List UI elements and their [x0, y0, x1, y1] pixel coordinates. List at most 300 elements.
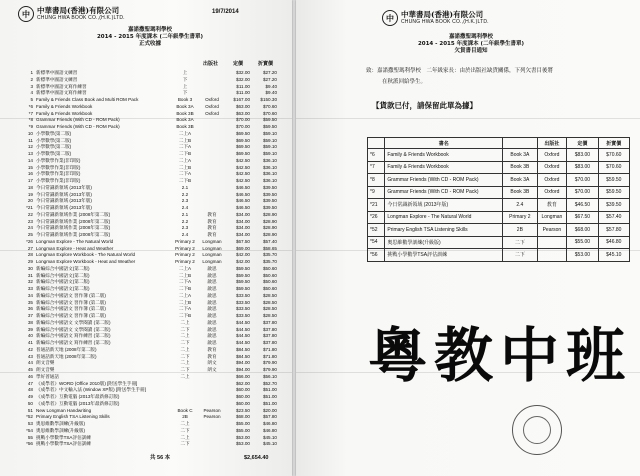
logo-text-en-right: CHUNG HWA BOOK CO.,(H.K.)LTD. [401, 19, 489, 25]
item-publisher: 教育 [207, 218, 217, 224]
item-price: $46.50 [235, 191, 250, 197]
item-title: Grammar Friends (With CD - ROM Pack) [36, 124, 120, 129]
item-number: *54 [368, 236, 385, 249]
item-discount-price: $59.50 [598, 186, 629, 199]
item-price: $34.00 [235, 225, 250, 231]
item-number: 34 [27, 292, 33, 298]
item-title: 新編綜合中國語文 習作簿 (第二版) [36, 299, 106, 305]
item-title: 新標準中國語文練習 [36, 76, 78, 82]
item-publisher [537, 236, 567, 249]
item-number: 44 [27, 360, 33, 366]
backorder-table [367, 137, 630, 262]
item-publisher: 啟思 [207, 286, 217, 291]
item-book: 二上 [180, 434, 190, 440]
item-publisher: 朗文 [207, 360, 217, 366]
item-title: 朗文音樂 [36, 367, 55, 372]
item-price: $69.50 [235, 130, 250, 136]
item-discount-price: $28.50 [262, 313, 277, 318]
item-discount-price: $28.50 [262, 299, 277, 305]
item-book: 二下 [503, 236, 537, 249]
item-discount-price: $45.10 [598, 249, 629, 262]
item-number: 37 [27, 313, 33, 318]
item-price: $33.50 [235, 313, 250, 318]
item-price: $69.50 [235, 137, 250, 143]
item-discount-price: $52.70 [262, 380, 277, 386]
item-publisher: Longman [202, 238, 222, 244]
item-book: 上 [182, 70, 188, 75]
item-discount-price: $36.10 [262, 164, 277, 170]
item-book: 2.1 [181, 211, 189, 217]
item-book: Primary 2 [175, 252, 195, 258]
header-title: 書名 [385, 138, 503, 149]
item-title: 新編綜合中國語文 文學閱讀 (第二版) [36, 326, 111, 332]
item-title: 新編綜合中國語文 習作簿 (第二版) [36, 313, 106, 318]
item-title: 新編綜合中國語文 文學閱讀 (第二版) [36, 319, 111, 325]
item-book: 二下 [180, 427, 190, 433]
item-discount-price: $59.50 [262, 117, 277, 123]
item-publisher: 啟思 [207, 313, 217, 318]
item-book: 二下B [178, 313, 192, 318]
item-discount-price: $57.40 [262, 238, 277, 244]
item-price: $53.00 [567, 249, 598, 262]
item-number: *21 [368, 199, 385, 212]
item-publisher: 教育 [207, 346, 217, 352]
item-publisher: 啟思 [207, 272, 217, 278]
header-book [503, 138, 537, 149]
item-book: 2.2 [181, 218, 189, 224]
table-row [368, 199, 630, 212]
item-price: $84.50 [235, 346, 250, 352]
company-seal-stamp [512, 405, 562, 455]
item-discount-price: $50.60 [262, 286, 277, 291]
item-discount-price: $79.90 [262, 360, 277, 366]
item-book: 二上 [180, 333, 190, 339]
item-book: 二上 [180, 360, 190, 366]
table-row [368, 149, 630, 162]
item-publisher: 教育 [207, 353, 217, 359]
item-price: $66.00 [235, 373, 250, 379]
item-discount-price: $59.50 [598, 174, 629, 187]
item-title: 《成學者》互動電腦 (2013年最新修訂版) [36, 394, 120, 399]
item-book: 二上B [178, 164, 192, 170]
item-discount-price: $27.20 [262, 70, 277, 75]
item-title: 今日常識新領域 (2013年版) [36, 198, 92, 204]
item-price: $44.50 [235, 340, 250, 345]
item-discount-price: $59.50 [262, 124, 277, 129]
item-number: *7 [28, 110, 33, 116]
item-price: $63.00 [235, 103, 250, 109]
item-publisher: Longman [202, 252, 222, 258]
item-title: 今日常識新領域作業 (2008年第二版) [36, 211, 111, 217]
item-discount-price: $39.50 [262, 205, 277, 210]
notice-text: 致：嘉諾撒聖瑪利學校 二年級家長：由於出版社缺貨關係，下列欠書目後將 [366, 68, 554, 74]
item-number: 31 [27, 272, 33, 278]
item-title: 今日常識新領域作業 (2008年第二版) [36, 232, 111, 237]
item-price: $46.50 [235, 198, 250, 204]
item-book: 二上B [178, 137, 192, 143]
item-number: *8 [368, 174, 385, 187]
item-book: 二下A [178, 144, 192, 150]
item-discount-price: $37.80 [262, 326, 277, 332]
item-discount-price: $35.70 [262, 259, 277, 264]
item-title: 新標準中國語文寫作練習 [36, 90, 87, 96]
item-book: Book 3A [176, 117, 194, 123]
year-title: 2014 - 2015 年度課本 (二年級學生書單) [96, 34, 204, 40]
item-book: 二上 [180, 346, 190, 352]
item-price: $11.00 [236, 83, 250, 89]
school-name-right: 嘉諾撒聖瑪利學校 [448, 34, 493, 40]
item-discount-price: $59.10 [262, 130, 277, 136]
item-number: 49 [27, 394, 33, 399]
item-price: $42.00 [235, 252, 250, 258]
item-number: *21 [26, 205, 33, 210]
item-number: 47 [27, 380, 33, 386]
item-number: 42 [27, 346, 33, 352]
item-number: 10 [27, 130, 33, 136]
item-price: $70.00 [567, 186, 598, 199]
item-price: $46.50 [235, 184, 250, 190]
item-title: Family & Friends Workbook [36, 110, 93, 116]
item-discount-price: $28.50 [262, 306, 277, 312]
item-price: $33.50 [235, 292, 250, 298]
item-discount-price: $28.90 [262, 225, 277, 231]
item-price: $32.00 [235, 76, 250, 82]
item-number: 28 [27, 252, 33, 258]
item-number: 3 [30, 83, 33, 89]
item-book: 二上A [178, 265, 192, 271]
item-price: $69.00 [235, 245, 250, 251]
item-book: 二上 [180, 421, 190, 426]
item-discount-price: $9.40 [265, 90, 277, 96]
header-price: 定價 [567, 138, 598, 149]
item-price: $59.50 [235, 279, 250, 285]
item-discount-price: $59.10 [262, 151, 277, 156]
item-discount-price: $71.80 [262, 346, 277, 352]
item-title: 新編綜合中國語文 習作簿 (第二版) [36, 306, 106, 312]
item-title: 挑戰小學數學TSA評估訓練 [36, 441, 91, 447]
item-discount-price: $36.10 [262, 178, 277, 183]
item-book: 2.4 [181, 205, 189, 210]
item-book: 二下 [180, 326, 190, 332]
table-row [0, 440, 292, 447]
item-book: 二下 [180, 441, 190, 447]
item-book: Book 3A [503, 174, 537, 187]
item-number: 22 [27, 211, 33, 217]
book-count: 共 56 本 [150, 455, 171, 461]
item-price: $60.00 [235, 387, 250, 393]
item-price: $55.00 [235, 421, 250, 426]
item-price: $59.50 [235, 265, 250, 271]
item-price: $59.50 [235, 272, 250, 278]
item-publisher: 啟思 [207, 265, 217, 271]
item-publisher: Longman [537, 211, 567, 224]
item-book: 二上B [178, 272, 192, 278]
item-publisher: Pearson [203, 407, 221, 413]
item-title: 普通話新天地 (2008年第二版) [36, 346, 97, 352]
item-title: 朗文音樂 [36, 360, 55, 366]
item-number: 51 [27, 407, 33, 413]
item-book: 2B [182, 414, 188, 420]
item-publisher: Oxford [537, 186, 567, 199]
receipt-sheet [0, 0, 292, 476]
item-price: $70.00 [235, 117, 250, 123]
school-name: 嘉諾撒聖瑪利學校 [127, 27, 172, 33]
item-discount-price: $56.10 [262, 373, 277, 379]
item-price: $44.50 [235, 326, 250, 332]
item-discount-price: $59.10 [262, 137, 277, 143]
item-number: 18 [27, 184, 33, 190]
item-number: 1 [30, 70, 33, 75]
item-discount-price: $45.10 [262, 441, 277, 447]
item-title: 新編綜合中國語文(第二版) [36, 265, 90, 271]
item-discount-price: $150.30 [260, 97, 277, 102]
item-book: 二下B [178, 286, 192, 291]
item-discount-price: $46.80 [262, 427, 277, 433]
item-title: 小學數學作業(非印版) [36, 164, 81, 170]
item-publisher: 教育 [207, 225, 217, 231]
item-discount-price: $45.10 [262, 434, 277, 440]
item-book: Book 3B [503, 186, 537, 199]
item-price: $68.00 [567, 224, 598, 237]
item-price: $32.00 [235, 70, 250, 75]
item-title: Grammar Friends (With CD - ROM Pack) [385, 174, 503, 187]
item-discount-price: $79.90 [262, 367, 277, 372]
item-book: Primary 2 [503, 211, 537, 224]
item-book: Book 3A [503, 149, 537, 162]
publisher-logo-right [382, 10, 489, 26]
header-discount: 折實價 [598, 138, 629, 149]
col-header-publisher: 出版社 [203, 61, 219, 67]
item-title: 《成學者》互動電腦 (2013年最新修訂版) [36, 400, 120, 406]
item-book: 二下A [178, 306, 192, 312]
item-price: $60.00 [235, 394, 250, 399]
item-publisher: 教育 [207, 232, 217, 237]
item-book: 2.3 [181, 198, 189, 204]
item-book: Primary 2 [175, 245, 195, 251]
logo-text-cn-right: 中華書局(香港)有限公司 [401, 10, 484, 19]
item-book: 2B [503, 224, 537, 237]
item-number: *9 [28, 124, 33, 129]
item-discount-price: $39.50 [598, 199, 629, 212]
item-price: $53.00 [235, 441, 250, 447]
item-number: 20 [27, 198, 33, 204]
item-number: *26 [368, 211, 385, 224]
item-price: $59.50 [235, 286, 250, 291]
item-book: 2.1 [181, 184, 189, 190]
item-number: 41 [27, 340, 33, 345]
item-number: 38 [27, 319, 33, 325]
item-title: 今日常識新領域 (2013年版) [36, 205, 92, 210]
item-title: Longman Explore - Heat and Weather [36, 245, 114, 251]
item-price: $33.50 [235, 306, 250, 312]
item-publisher: Oxford [205, 110, 219, 116]
item-discount-price: $36.10 [262, 157, 277, 163]
table-row [368, 249, 630, 262]
item-book: Book 3B [503, 161, 537, 174]
item-title: 挑戰小學數學TSA評估訓練 [36, 434, 91, 440]
item-discount-price: $9.40 [265, 83, 277, 89]
publisher-mark-icon: 中 [18, 6, 34, 22]
item-publisher: 啟思 [207, 306, 217, 312]
item-discount-price: $58.65 [262, 245, 277, 251]
item-discount-price: $28.90 [262, 211, 277, 217]
item-book: 二上A [178, 292, 192, 298]
item-title: 小學數學(第二版) [36, 151, 72, 156]
item-price: $42.00 [235, 259, 250, 264]
item-discount-price: $70.60 [598, 161, 629, 174]
publisher-logo [18, 6, 125, 22]
item-price: $55.00 [567, 236, 598, 249]
item-discount-price: $37.80 [262, 333, 277, 339]
item-title: 新標準中國語文寫作練習 [36, 83, 87, 89]
item-book: Book 3 [177, 97, 193, 102]
item-publisher: Longman [202, 259, 222, 264]
item-number: *7 [368, 161, 385, 174]
item-book: 二下B [178, 178, 192, 183]
item-title: 新編綜合中國語文 習作簿 (第二版) [36, 292, 106, 298]
item-number: *56 [368, 249, 385, 262]
item-number: 23 [27, 218, 33, 224]
item-discount-price: $37.80 [262, 319, 277, 325]
item-price: $44.50 [235, 319, 250, 325]
item-price: $46.50 [567, 199, 598, 212]
item-number: 36 [27, 306, 33, 312]
item-price: $84.50 [235, 353, 250, 359]
item-title: 新編綜合中國語文 寫作練習 (第二版) [36, 340, 111, 345]
item-discount-price: $70.60 [598, 149, 629, 162]
item-number: *52 [26, 414, 33, 420]
grand-total: $2,654.40 [244, 455, 269, 461]
table-row [368, 224, 630, 237]
item-price: $42.50 [235, 164, 250, 170]
item-number: 5 [30, 97, 33, 102]
item-book: 2.4 [503, 199, 537, 212]
item-number: 30 [27, 265, 33, 271]
item-number: 13 [27, 151, 33, 156]
item-title: 今日常識新領域作業 (2008年第二版) [36, 225, 111, 231]
item-title: 今日常識新領域 (2013年版) [36, 184, 92, 190]
item-discount-price: $46.80 [262, 421, 277, 426]
item-title: Grammar Friends (With CD - ROM Pack) [385, 186, 503, 199]
item-title: 小學數學作業(非印版) [36, 157, 81, 163]
item-discount-price: $71.80 [262, 353, 277, 359]
item-discount-price: $20.00 [262, 407, 277, 413]
paid-note: 【貨款已付，請保留此單為據】 [372, 101, 477, 110]
item-number: 14 [27, 157, 33, 163]
item-title: Family & Friends Workbook [385, 149, 503, 162]
item-number: 35 [27, 299, 33, 305]
item-number: *56 [26, 441, 33, 447]
item-book: Book C [177, 407, 193, 413]
item-publisher: Pearson [203, 414, 221, 420]
item-number: 2 [30, 76, 33, 82]
notice-subtitle: 欠貨書目通知 [454, 48, 488, 54]
item-title: 奧思維數學訓練(升級版) [385, 236, 503, 249]
item-number: 48 [27, 387, 33, 393]
table-header-row [368, 138, 630, 149]
receipt-date: 19/7/2014 [212, 9, 239, 15]
publisher-mark-icon-right: 中 [382, 10, 398, 26]
item-title: 今日常識新領域 (2013年版) [385, 199, 503, 212]
item-number: 25 [27, 232, 33, 237]
item-number: *6 [368, 149, 385, 162]
item-title: 小學數學作業(非印版) [36, 171, 81, 177]
table-row [368, 211, 630, 224]
item-price: $63.00 [235, 110, 250, 116]
notice-text-2: 在秋派回給學生。 [382, 79, 427, 85]
item-book: 2.4 [181, 232, 189, 237]
item-number: *26 [26, 238, 33, 244]
item-title: Longman Explore Workbook - Heat and Weather [36, 259, 136, 264]
item-discount-price: $28.90 [262, 218, 277, 224]
item-title: 新編綜合中國語文(第二版) [36, 279, 90, 285]
item-title: Family & Friends Workbook [385, 161, 503, 174]
item-discount-price: $51.00 [262, 400, 277, 406]
item-number: 46 [27, 373, 33, 379]
item-title: 學好普通話 [36, 373, 59, 379]
item-discount-price: $37.80 [262, 340, 277, 345]
item-number: 16 [27, 171, 33, 177]
year-title-right: 2014 - 2015 年度課本 (二年級學生書單) [417, 41, 525, 47]
table-row [368, 174, 630, 187]
table-row [368, 161, 630, 174]
item-discount-price: $46.80 [598, 236, 629, 249]
item-price: $23.50 [235, 407, 250, 413]
item-discount-price: $36.10 [262, 171, 277, 177]
item-number: 40 [27, 333, 33, 339]
item-price: $55.00 [235, 427, 250, 433]
item-discount-price: $57.80 [598, 224, 629, 237]
item-title: 新標準中國語文練習 [36, 70, 78, 75]
item-price: $83.00 [567, 149, 598, 162]
item-title: Primary English TSA Listening Skills [36, 414, 110, 420]
item-discount-price: $70.60 [262, 103, 277, 109]
item-price: $34.00 [235, 218, 250, 224]
logo-text-en: CHUNG HWA BOOK CO.,(H.K.)LTD. [37, 15, 125, 21]
item-publisher: 啟思 [207, 279, 217, 285]
item-discount-price: $70.60 [262, 110, 277, 116]
item-number: *9 [368, 186, 385, 199]
item-publisher: Oxford [205, 103, 219, 109]
item-book: 二下 [180, 353, 190, 359]
item-publisher: 啟思 [207, 326, 217, 332]
item-number: 15 [27, 164, 33, 170]
item-discount-price: $39.50 [262, 191, 277, 197]
item-book: 二下 [180, 340, 190, 345]
item-book: 下 [182, 90, 188, 96]
item-book: Book 3B [176, 124, 194, 129]
item-number: 12 [27, 144, 33, 150]
item-number: 17 [27, 178, 33, 183]
item-title: 新編綜合中國語文 寫作練習 (第二版) [36, 333, 111, 339]
item-price: $69.50 [235, 144, 250, 150]
item-number: 27 [27, 245, 33, 251]
item-publisher: 朗文 [207, 367, 217, 372]
item-title: 小學數學作業(非印版) [36, 178, 81, 183]
item-publisher: 教育 [537, 199, 567, 212]
item-title: 小學數學(第二版) [36, 144, 72, 150]
item-publisher: 教育 [207, 211, 217, 217]
item-book: 二下A [178, 171, 192, 177]
item-discount-price: $50.60 [262, 279, 277, 285]
item-book: 二上A [178, 157, 192, 163]
item-title: 普通話新天地 (2008年第二版) [36, 353, 97, 359]
table-row [368, 236, 630, 249]
item-publisher: Oxford [205, 97, 219, 102]
item-price: $70.00 [235, 124, 250, 129]
item-publisher: Oxford [537, 149, 567, 162]
item-title: 今日常識新領域 (2013年版) [36, 191, 92, 197]
